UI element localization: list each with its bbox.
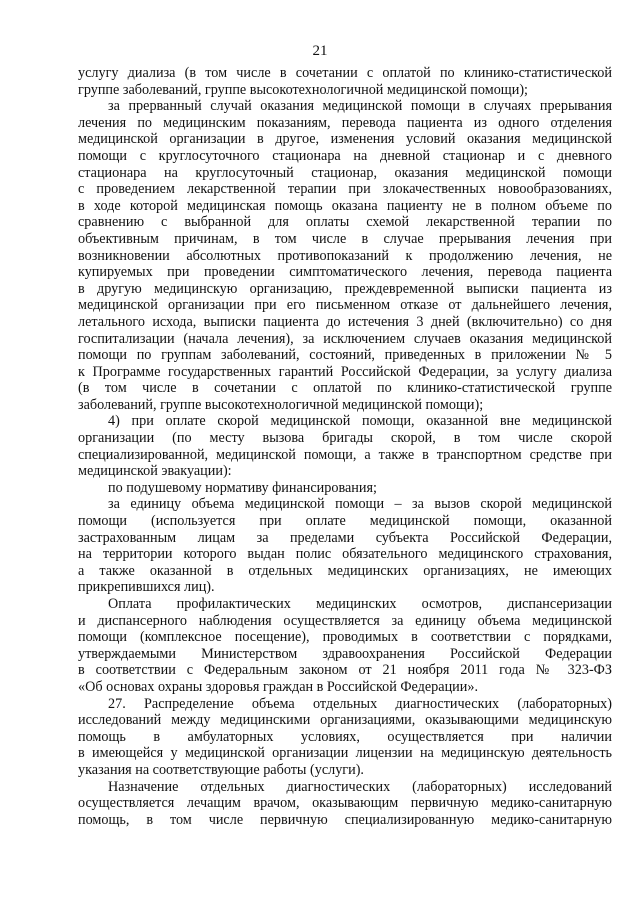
text-line: на территории которого выдан полис обязательного медицинского страхования,	[78, 546, 612, 563]
text-line: лечения по медицинским показаниям, перевода пациента из одного отделения	[78, 114, 612, 131]
paragraph	[78, 98, 612, 413]
text-line: медицинской организации при его письменном отказе от дальнейшего лечения,	[78, 297, 612, 314]
text-line: исследований между медицинскими организациями, оказывающими медицинскую	[78, 712, 612, 729]
text-line: осуществляется лечащим врачом, оказывающим первичную медико-санитарную	[78, 795, 612, 812]
text-line: помощь в амбулаторных условиях, осуществляется при наличии	[78, 728, 612, 745]
text-line: медицинской эвакуации):	[78, 463, 232, 480]
text-line: объективным причинам, в том числе в случае прерывания лечения при	[78, 230, 612, 247]
text-line: Оплата профилактических медицинских осмотров, диспансеризации	[108, 596, 612, 612]
text-line: медицинской организации в другое, изменения условий оказания медицинской	[78, 131, 612, 148]
paragraph	[78, 596, 612, 696]
text-line: указания на соответствующие работы (услуги).	[78, 761, 364, 778]
text-line: купируемых при проведении симптоматического лечения, перевода пациента	[78, 264, 612, 281]
text-line: специализированной, медицинской помощи, а также в транспортном средстве при	[78, 446, 612, 463]
text-line: госпитализации (начала лечения), за исключением случаев оказания медицинской	[78, 330, 612, 347]
text-line: а также оказанной в отдельных медицинских организациях, не имеющих	[78, 562, 612, 579]
text-line: заболеваний, группе высокотехнологичной медицинской помощи);	[78, 396, 484, 413]
text-line: в соответствии с Федеральным законом от 21 ноября 2011 года № 323-ФЗ	[78, 662, 612, 679]
text-line: летального исхода, выписки пациента до истечения 3 дней (включительно) со дня	[78, 313, 612, 330]
text-line: стационара на круглосуточный стационар, оказания медицинской помощи	[78, 164, 612, 181]
paragraph	[78, 696, 612, 779]
text-line: помощи по группам заболеваний, состояний, приведенных в приложении № 5	[78, 347, 612, 364]
text-line: и диспансерного наблюдения осуществляется за единицу объема медицинской	[78, 612, 612, 629]
text-line: прикрепившихся лиц).	[78, 579, 215, 596]
text-line: к Программе государственных гарантий Российской Федерации, за услугу диализа	[78, 363, 612, 380]
text-line: Назначение отдельных диагностических (лабораторных) исследований	[108, 778, 612, 795]
text-line: группе заболеваний, группе высокотехнологичной медицинской помощи);	[78, 81, 528, 98]
text-line: с проведением лекарственной терапии при злокачественных новообразованиях,	[78, 181, 612, 198]
text-line: 4) при оплате скорой медицинской помощи, оказанной вне медицинской	[108, 413, 612, 430]
text-line: в имеющейся у медицинской организации лицензии на медицинскую деятельность	[78, 745, 612, 762]
text-line: возникновении абсолютных противопоказаний к продолжению лечения, не	[78, 247, 612, 264]
text-line: по подушевому нормативу финансирования;	[108, 479, 377, 496]
text-line: в ходе которой медицинская помощь оказана пациенту не в полном объеме по	[78, 197, 612, 214]
text-line: сравнению с выбранной для оплаты схемой лекарственной терапии по	[78, 214, 612, 231]
text-line: 27. Распределение объема отдельных диагностических (лабораторных)	[108, 695, 612, 712]
paragraph	[78, 496, 612, 596]
text-line: помощь, в том числе первичную специализированную медико-санитарную	[78, 811, 612, 828]
text-line: услугу диализа (в том числе в сочетании с оплатой по клинико-статистической	[78, 65, 612, 81]
document-body	[78, 65, 612, 828]
text-line: помощи (используется при оплате медицинской помощи, оказанной	[78, 513, 612, 530]
paragraph	[78, 480, 612, 497]
text-line: помощи с круглосуточного стационара на дневной стационар и с дневного	[78, 147, 612, 164]
text-line: за единицу объема медицинской помощи – за вызов скорой медицинской	[108, 496, 612, 513]
text-line: утверждаемыми Министерством здравоохранения Российской Федерации	[78, 645, 612, 662]
text-line: в другую медицинскую организацию, преждевременной выписки пациента из	[78, 280, 612, 297]
text-line: организации (по месту вызова бригады скорой, в том числе скорой	[78, 430, 612, 447]
text-line: помощи (комплексное посещение), проводимых в соответствии с порядками,	[78, 629, 612, 646]
paragraph	[78, 413, 612, 479]
text-line: застрахованным лицам за пределами субъекта Российской Федерации,	[78, 529, 612, 546]
text-line: (в том числе в сочетании с оплатой по клинико-статистической группе	[78, 380, 612, 397]
page-number: 21	[312, 43, 328, 59]
text-line: «Об основах охраны здоровья граждан в Российской Федерации».	[78, 678, 478, 695]
text-line: за прерванный случай оказания медицинской помощи в случаях прерывания	[108, 98, 612, 115]
paragraph	[78, 779, 612, 829]
paragraph	[78, 65, 612, 98]
